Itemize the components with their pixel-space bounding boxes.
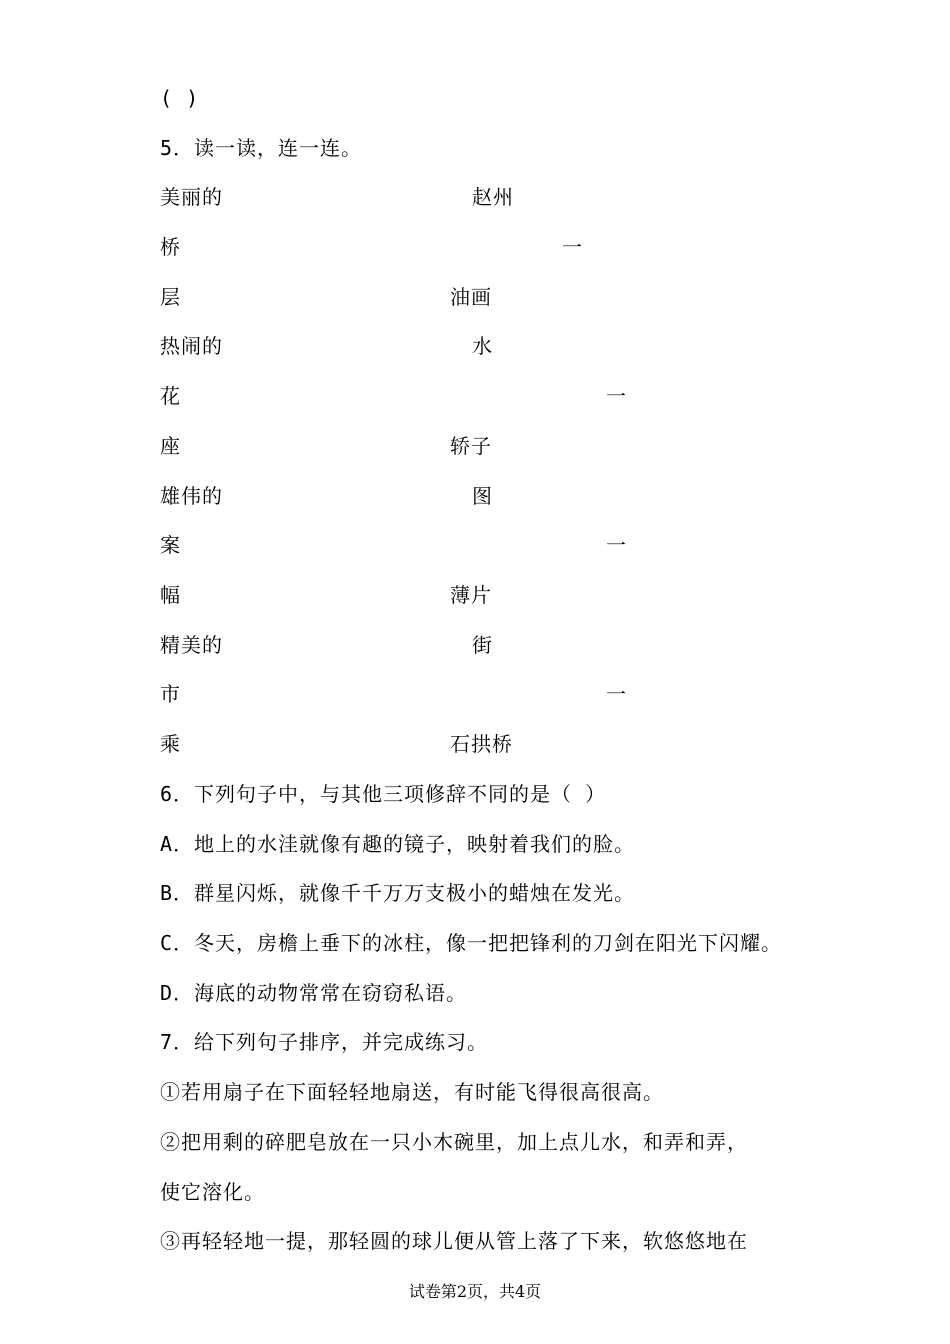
- matching-left-item: 精美的: [160, 633, 223, 657]
- matching-left-item: 热闹的: [160, 334, 223, 358]
- question-6-option-b: B．群星闪烁，就像千千万万支极小的蜡烛在发光。: [160, 881, 636, 905]
- matching-right-item: 一: [606, 533, 627, 557]
- matching-left-item: 幅: [160, 583, 181, 607]
- question-7-sentence: ③再轻轻地一提，那轻圆的球儿便从管上落了下来，软悠悠地在: [160, 1229, 748, 1253]
- matching-left-item: 座: [160, 434, 181, 458]
- matching-right-item: 一: [606, 682, 627, 706]
- question-6-option-c: C．冬天，房檐上垂下的冰柱，像一把把锋利的刀剑在阳光下闪耀。: [160, 931, 783, 955]
- question-7-sentence: ②把用剩的碎肥皂放在一只小木碗里，加上点儿水，和弄和弄，: [160, 1130, 748, 1154]
- matching-right-item: 图: [472, 484, 493, 508]
- paren-answer-line: ( ): [160, 86, 200, 110]
- matching-right-item: 薄片: [450, 583, 492, 607]
- matching-left-item: 桥: [160, 235, 181, 259]
- matching-right-item: 油画: [450, 285, 492, 309]
- question-7-sentence: ①若用扇子在下面轻轻地扇送，有时能飞得很高很高。: [160, 1080, 664, 1104]
- matching-right-item: 石拱桥: [450, 732, 513, 756]
- matching-left-item: 花: [160, 384, 181, 408]
- question-7-sentence: 使它溶化。: [160, 1180, 265, 1204]
- question-5-title: 5．读一读，连一连。: [160, 136, 363, 160]
- matching-left-item: 层: [160, 285, 181, 309]
- matching-right-item: 一: [606, 384, 627, 408]
- matching-left-item: 美丽的: [160, 185, 223, 209]
- matching-right-item: 街: [472, 633, 493, 657]
- matching-right-item: 轿子: [450, 434, 492, 458]
- matching-left-item: 乘: [160, 732, 181, 756]
- question-6-option-d: D．海底的动物常常在窃窃私语。: [160, 981, 468, 1005]
- matching-left-item: 市: [160, 682, 181, 706]
- matching-left-item: 案: [160, 533, 181, 557]
- question-6-title: 6．下列句子中，与其他三项修辞不同的是（ ）: [160, 782, 607, 806]
- matching-left-item: 雄伟的: [160, 484, 223, 508]
- matching-right-item: 赵州: [472, 185, 514, 209]
- question-7-title: 7．给下列句子排序，并完成练习。: [160, 1030, 489, 1054]
- question-6-option-a: A．地上的水洼就像有趣的镜子，映射着我们的脸。: [160, 832, 636, 856]
- matching-right-item: 一: [562, 235, 583, 259]
- matching-right-item: 水: [472, 334, 493, 358]
- page-footer: 试卷第2页，共4页: [408, 1282, 542, 1301]
